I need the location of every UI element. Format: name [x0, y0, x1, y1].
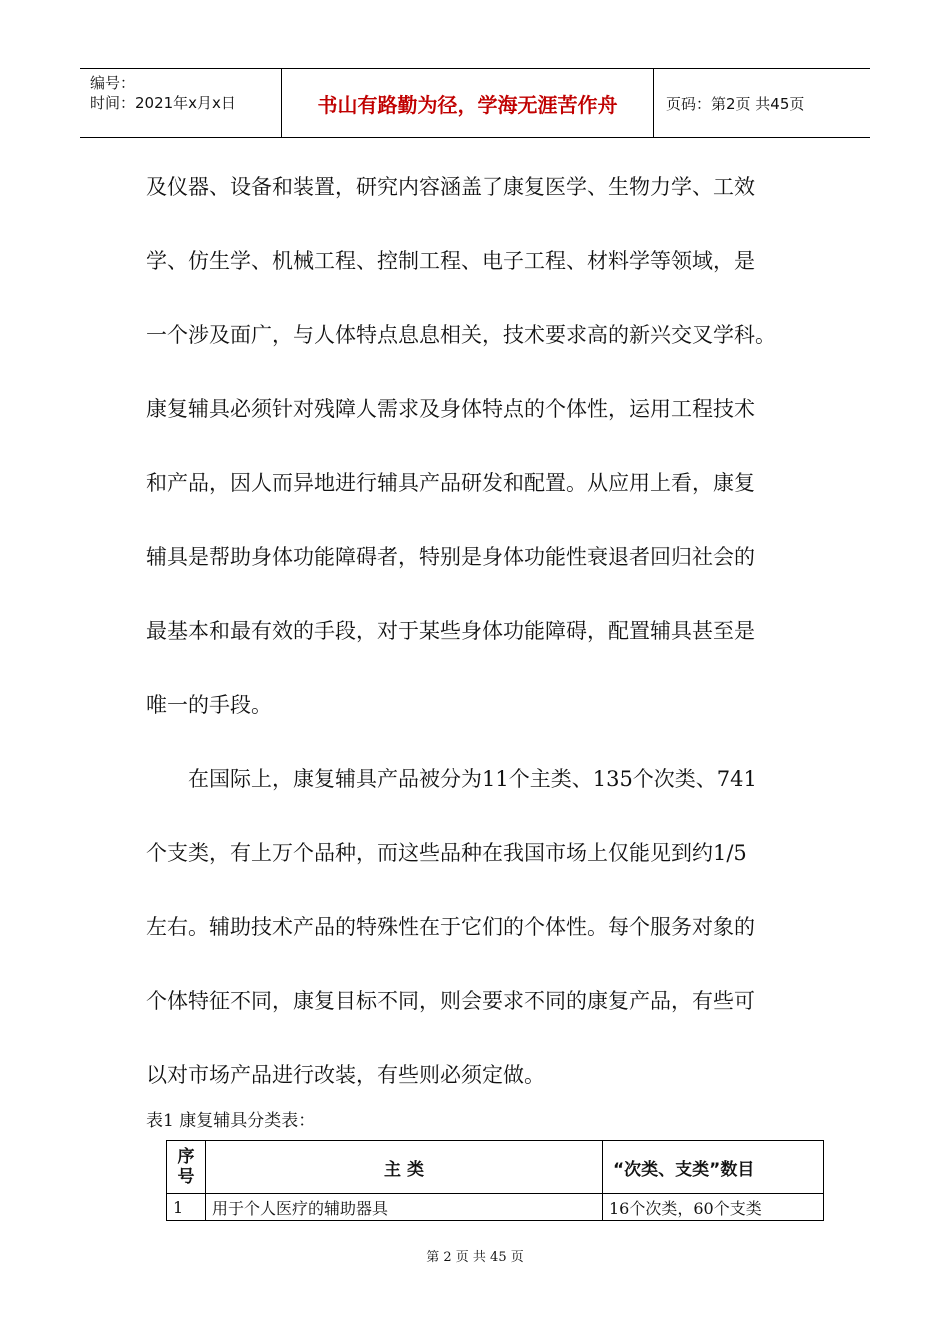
- text-line: 左右。辅助技术产品的特殊性在于它们的个体性。每个服务对象的: [146, 915, 755, 939]
- text-line: 唯一的手段。: [146, 693, 272, 717]
- column-header-main-category: 主 类: [206, 1141, 603, 1194]
- text-line: 个支类，有上万个品种，而这些品种在我国市场上仅能见到约1/5: [146, 841, 747, 865]
- header-number-label: 编号：: [90, 74, 136, 92]
- header-time-label: 时间：2021年x月x日: [90, 94, 236, 112]
- paragraph-2: [146, 742, 810, 1112]
- classification-table: [166, 1140, 824, 1221]
- column-header-index-text: 序号: [177, 1147, 195, 1187]
- table-header-row: [167, 1141, 824, 1194]
- page-header: [80, 68, 870, 138]
- header-page-info: [654, 69, 870, 137]
- text-line: 以对市场产品进行改装，有些则必须定做。: [146, 1063, 545, 1087]
- header-page-info-text: 页码：第2页 共45页: [666, 94, 805, 113]
- column-header-index: [167, 1141, 206, 1194]
- text-line: 辅具是帮助身体功能障碍者，特别是身体功能性衰退者回归社会的: [146, 545, 755, 569]
- paragraph-1: [146, 150, 810, 742]
- header-motto: 书山有路勤为径，学海无涯苦作舟: [282, 69, 654, 137]
- text-line: 康复辅具必须针对残障人需求及身体特点的个体性，运用工程技术: [146, 397, 755, 421]
- text-line: 学、仿生学、机械工程、控制工程、电子工程、材料学等领域，是: [146, 249, 755, 273]
- table-cell-subcategory-count: 16个次类，60个支类: [603, 1194, 824, 1221]
- text-line: 和产品，因人而异地进行辅具产品研发和配置。从应用上看，康复: [146, 471, 755, 495]
- table-row: [167, 1194, 824, 1221]
- text-line: 在国际上，康复辅具产品被分为11个主类、135个次类、741: [188, 767, 757, 791]
- text-line: 最基本和最有效的手段，对于某些身体功能障碍，配置辅具甚至是: [146, 619, 755, 643]
- text-line: 个体特征不同，康复目标不同，则会要求不同的康复产品，有些可: [146, 989, 755, 1013]
- text-line: 及仪器、设备和装置，研究内容涵盖了康复医学、生物力学、工效: [146, 175, 755, 199]
- table-cell-index: 1: [167, 1194, 206, 1221]
- text-line: 一个涉及面广，与人体特点息息相关，技术要求高的新兴交叉学科。: [146, 323, 776, 347]
- table-cell-main-category: 用于个人医疗的辅助器具: [206, 1194, 603, 1221]
- body-text: [146, 150, 810, 1112]
- column-header-subcategory-count: “次类、支类”数目: [603, 1141, 824, 1194]
- table-caption: 表1 康复辅具分类表：: [146, 1111, 316, 1131]
- page-footer: 第 2 页 共 45 页: [426, 1250, 524, 1265]
- header-meta: [80, 69, 282, 137]
